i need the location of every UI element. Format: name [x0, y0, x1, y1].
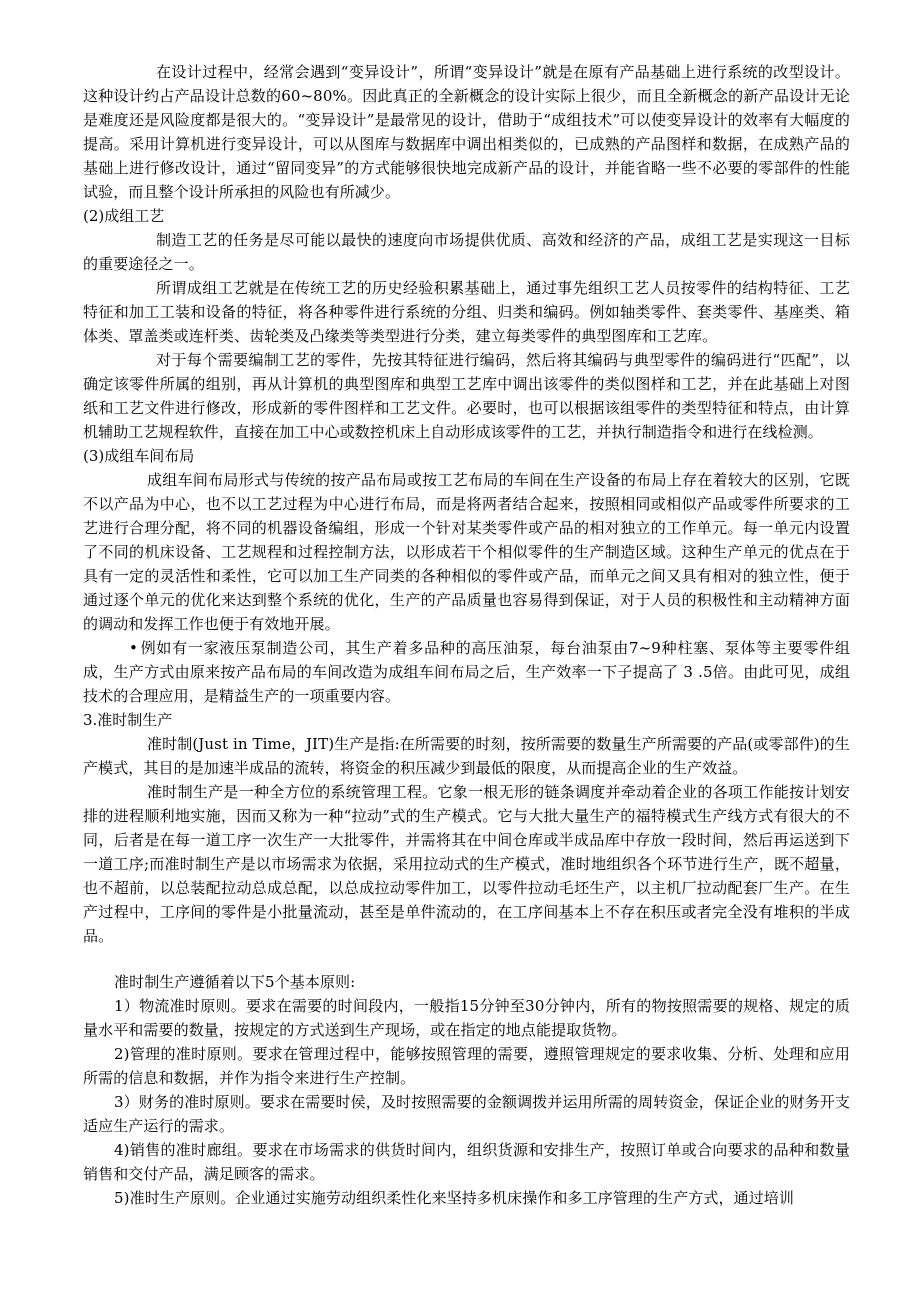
heading-group-process: (2)成组工艺: [83, 207, 165, 225]
principle-4: 4)销售的准时廊组。要求在市场需求的供货时间内，组织货源和安排生产，按照订单或合向要求的品种和数量销售和交付产品，满足顾客的需求。: [83, 1141, 850, 1183]
paragraph-gap: [83, 948, 850, 970]
paragraph-part-coding: 对于每个需要编制工艺的零件，先按其特征进行编码，然后将其编码与典型零件的编码进行“匹配”，以确定该零件所属的组别，再从计算机的典型图库和典型工艺库中调出该零件的类似图样和工艺，并在此基础上对图纸和工艺文件进行修改，形成新的零件图样和工艺文件。必要时，也可以根据该组零件的类型特征和特点，由计算机辅助工艺规程软件，直接在加工中心或数控机床上自动形成该零件的工艺，并执行制造指令和进行在线检测。: [83, 351, 850, 441]
heading-jit: 3.准时制生产: [83, 711, 173, 729]
paragraph-group-process-definition: 所谓成组工艺就是在传统工艺的历史经验积累基础上，通过事先组织工艺人员按零件的结构特征、工艺特征和加工工装和设备的特征，将各种零件进行系统的分组、归类和编码。例如轴类零件、套类零件、基座类、箱体类、罩盖类或连杆类、齿轮类及凸缘类等类型进行分类，建立每类零件的典型图库和工艺库。: [83, 279, 850, 345]
paragraph-variant-design: 在设计过程中，经常会遇到“变异设计”，所谓“变异设计”就是在原有产品基础上进行系统的改型设计。这种设计约占产品设计总数的60~80%。因此真正的全新概念的设计实际上很少，而且全新概念的新产品设计无论是难度还是风险度都是很大的。“变异设计”是最常见的设计，借助于“成组技术”可以使变异设计的效率有大幅度的提高。采用计算机进行变异设计，可以从图库与数据库中调出相类似的，已成熟的产品图样和数据，在成熟产品的基础上进行修改设计，通过“留同变异”的方式能够很快地完成新产品的设计，并能省略一些不必要的零部件的性能试验，而且整个设计所承担的风险也有所减少。: [83, 63, 850, 201]
heading-group-workshop-layout: (3)成组车间布局: [83, 447, 195, 465]
bullet-icon: •: [129, 639, 138, 657]
principle-1: 1）物流准时原则。要求在需要的时间段内，一般指15分钟至30分钟内，所有的物按照需要的规格、规定的质量水平和需要的数量，按规定的方式送到生产现场，或在指定的地点能提取货物。: [83, 997, 850, 1039]
principle-5: 5)准时生产原则。企业通过实施劳动组织柔性化来坚持多机床操作和多工序管理的生产方式，通过培训: [114, 1189, 794, 1207]
principle-3: 3）财务的准时原则。要求在需要时侯，及时按照需要的金额调拨并运用所需的周转资金，保证企业的财务开支适应生产运行的需求。: [83, 1093, 850, 1135]
paragraph-jit-definition: 准时制(Just in Time，JIT)生产是指:在所需要的时刻，按所需要的数量生产所需要的产品(或零部件)的生产模式，其目的是加速半成品的流转，将资金的积压减少到最低的限度，从而提高企业的生产效益。: [83, 735, 850, 777]
principle-2: 2)管理的准时原则。要求在管理过程中，能够按照管理的需要，遵照管理规定的要求收集、分析、处理和应用所需的信息和数据，并作为指令来进行生产控制。: [83, 1045, 850, 1087]
paragraph-jit-principles-intro: 准时制生产遵循着以下5个基本原则:: [114, 973, 356, 991]
paragraph-workshop-layout: 成组车间布局形式与传统的按产品布局或按工艺布局的车间在生产设备的布局上存在着较大的区别，它既不以产品为中心，也不以工艺过程为中心进行布局，而是将两者结合起来，按照相同或相似产品或零件所要求的工艺进行合理分配，将不同的机器设备编组，形成一个针对某类零件或产品的相对独立的工作单元。每一单元内设置了不同的机床设备、工艺规程和过程控制方法，以形成若干个相似零件的生产制造区域。这种生产单元的优点在于具有一定的灵活性和柔性，它可以加工生产同类的各种相似的零件或产品，而单元之间又具有相对的独立性，便于通过逐个单元的优化来达到整个系统的优化，生产的产品质量也容易得到保证，对于人员的积极性和主动精神方面的调动和发挥工作也便于有效地开展。: [83, 471, 850, 633]
pump-example-text: 例如有一家液压泵制造公司，其生产着多品种的高压油泵，每台油泵由7~9种柱塞、泵体等主要零件组成，生产方式由原来按产品布局的车间改造为成组车间布局之后，生产效率一下子提高了 3 .5倍。由此可见，成组技术的合理应用，是精益生产的一项重要内容。: [83, 639, 850, 705]
paragraph-pump-example: [83, 636, 850, 708]
paragraph-process-goal: 制造工艺的任务是尽可能以最快的速度向市场提供优质、高效和经济的产品，成组工艺是实现这一目标的重要途径之一。: [83, 231, 850, 273]
paragraph-jit-system: 准时制生产是一种全方位的系统管理工程。它象一根无形的链条调度并牵动着企业的各项工作能按计划安排的进程顺利地实施，因而又称为一种“拉动”式的生产模式。它与大批大量生产的福特模式生产线方式有很大的不同，后者是在每一道工序一次生产一大批零件，并需将其在中间仓库或半成品库中存放一段时间，然后再运送到下一道工序;而准时制生产是以市场需求为依据，采用拉动式的生产模式，准时地组织各个环节进行生产，既不超量，也不超前，以总装配拉动总成总配，以总成拉动零件加工，以零件拉动毛坯生产，以主机厂拉动配套厂生产。在生产过程中，工序间的零件是小批量流动，甚至是单件流动的，在工序间基本上不存在积压或者完全没有堆积的半成品。: [83, 783, 850, 945]
